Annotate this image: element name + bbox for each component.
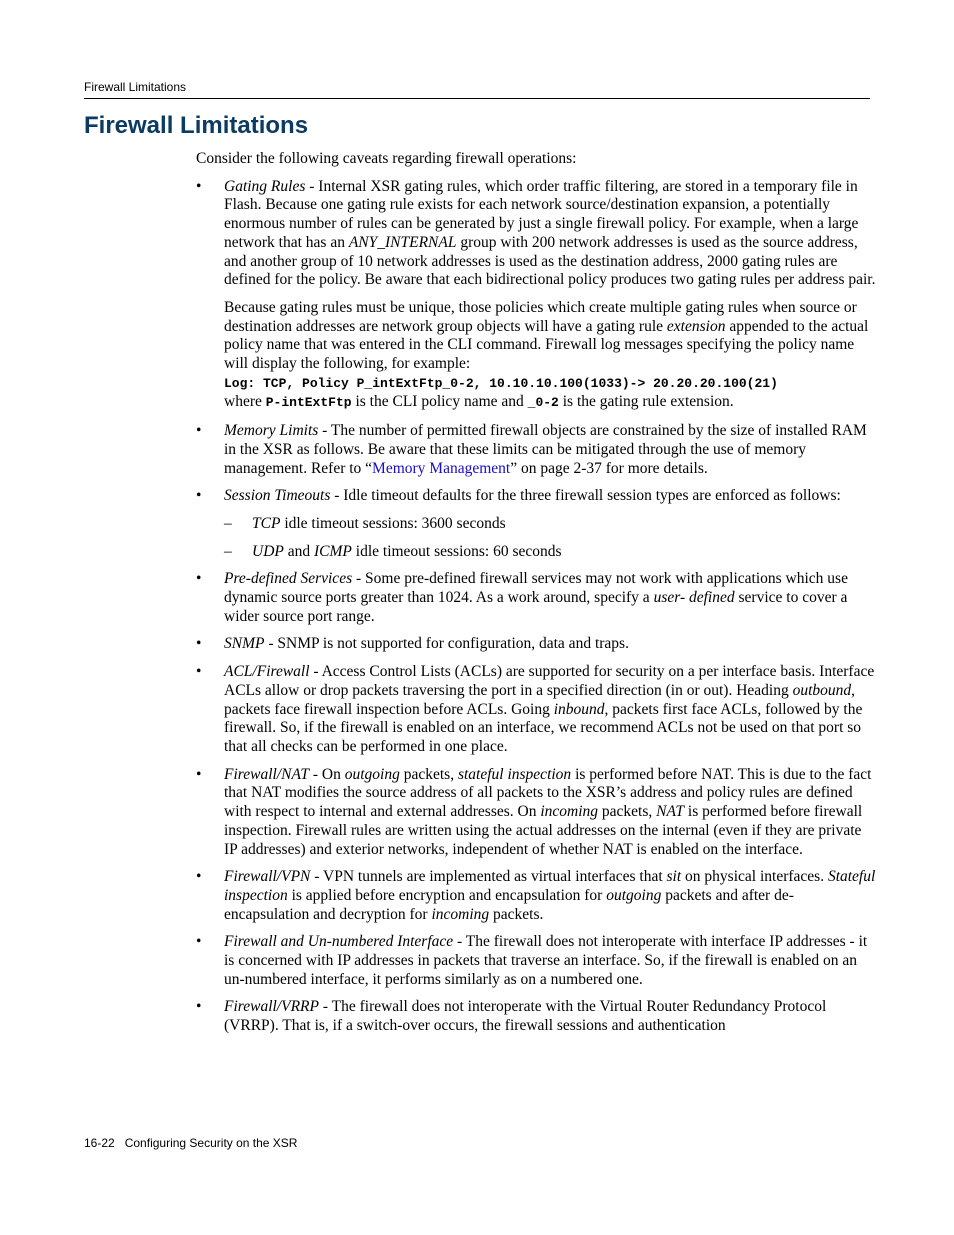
session-timeouts-paragraph [224, 487, 876, 506]
emphasis-incoming: incoming [431, 905, 490, 923]
sublist-item-udp-icmp [224, 543, 876, 562]
text-segment: - On [308, 765, 345, 783]
emphasis-sit: sit [666, 868, 682, 886]
text-segment: is performed before NAT. This is due to the fact that NAT modifies the source address of all packets to the XSR’s address and policy rules are defined with respect to internal and external addresses. On [224, 765, 872, 821]
text-segment: - The number of permitted firewall objects are constrained by the size of installed RAM in the XSR as follows. Be aware that these limits can be mitigated through the use of memory management. Refer to “ [224, 422, 867, 477]
emphasis-stateful-inspection: Stateful inspection [224, 868, 876, 904]
term-unnumbered-interface: Firewall and Un-numbered Interface [224, 933, 454, 951]
emphasis-any-internal: ANY_INTERNAL [348, 233, 457, 251]
caveats-list [196, 178, 876, 1036]
bullet-icon: • [196, 663, 202, 681]
text-segment: packets. [489, 905, 544, 923]
emphasis-inbound: inbound [553, 700, 605, 718]
text-segment: , packets face firewall inspection before ACLs. Going [224, 681, 856, 718]
emphasis-outgoing: outgoing [344, 765, 400, 783]
text-segment: Because gating rules must be unique, those policies which create multiple gating rules when source or destination addresses are network group objects will have a gating rule [224, 298, 857, 335]
list-item-acl-firewall [196, 663, 876, 757]
list-item-session-timeouts [196, 487, 876, 561]
emphasis-incoming: incoming [540, 803, 599, 821]
text-segment: service to cover a wider source port range. [224, 589, 848, 625]
text-segment: group with 200 network addresses is used as the source address, and another group of 10 network addresses is used as the destination address, 2000 gating rules are defined for the policy. Be aware that each bidirectional policy produces two gating rules per address pair. [224, 233, 876, 289]
bullet-icon: • [196, 765, 202, 783]
emphasis-user-defined: user- defined [653, 589, 735, 607]
term-firewall-nat: Firewall/NAT [224, 765, 309, 783]
main-content [196, 150, 876, 1045]
text-segment: packets, [399, 765, 458, 783]
text-segment: is performed before firewall inspection. Firewall rules are written using the actual addresses on the internal (even if they are private IP addresses) and exterior networks, independent of whether NAT is enabled on the interface. [224, 803, 863, 858]
timeout-sublist [224, 515, 876, 561]
emphasis-extension: extension [666, 317, 726, 335]
page-title: Firewall Limitations [84, 112, 309, 139]
term-memory-limits: Memory Limits [224, 422, 319, 440]
gating-rules-paragraph [224, 178, 876, 290]
text-segment: is applied before encryption and encapsulation for [287, 886, 607, 904]
text-segment: where [224, 393, 266, 411]
memory-limits-paragraph [224, 422, 876, 478]
unnumbered-interface-paragraph [224, 933, 876, 989]
emphasis-outbound: outbound [792, 681, 852, 699]
page-number: 16-22 [84, 1136, 115, 1150]
text-segment: - SNMP is not supported for configuration, data and traps. [264, 635, 629, 653]
text-segment: - Some pre-defined firewall services may not work with applications which use dynamic source ports greater than 1024. As a work around, specify a [224, 570, 848, 607]
term-snmp: SNMP [224, 635, 265, 653]
bullet-icon: • [196, 422, 202, 440]
header-rule [84, 98, 870, 99]
bullet-icon: • [196, 177, 202, 195]
memory-management-link[interactable]: Memory Management [372, 459, 511, 477]
sublist-item-tcp [224, 515, 876, 534]
list-item-snmp [196, 635, 876, 654]
bullet-icon: • [196, 998, 202, 1016]
text-segment: idle timeout sessions: 60 seconds [351, 542, 562, 560]
text-segment: idle timeout sessions: 3600 seconds [280, 514, 506, 532]
emphasis-tcp: TCP [252, 514, 281, 532]
gating-extension-paragraph [224, 299, 876, 413]
acl-firewall-paragraph [224, 663, 876, 757]
snmp-paragraph [224, 635, 876, 654]
emphasis-icmp: ICMP [314, 542, 352, 560]
bullet-icon: • [196, 635, 202, 653]
firewall-vpn-paragraph [224, 868, 876, 924]
bullet-icon: • [196, 868, 202, 886]
text-segment: is the gating rule extension. [558, 393, 734, 411]
text-segment: packets and after de-encapsulation and decryption for [224, 886, 794, 923]
term-gating-rules: Gating Rules [224, 177, 306, 195]
text-segment: - VPN tunnels are implemented as virtual interfaces that [310, 868, 667, 886]
text-segment: and [283, 542, 314, 560]
intro-paragraph: Consider the following caveats regarding firewall operations: [196, 150, 577, 167]
dash-icon: – [224, 514, 232, 532]
code-log-example: Log: TCP, Policy P_intExtFtp_0-2, 10.10.10.100(1033)-> 20.20.20.100(21) [224, 375, 778, 391]
text-segment: packets, [598, 803, 657, 821]
list-item-predefined-services [196, 570, 876, 626]
emphasis-outgoing: outgoing [606, 886, 662, 904]
text-segment: - Internal XSR gating rules, which order traffic filtering, are stored in a temporary file in Flash. Because one gating rule exists for each network source/destination expansion, a potentially enormous number of rules can be generated by just a single firewall policy. For example, when a large network that has an [224, 177, 859, 251]
firewall-vrrp-paragraph [224, 998, 876, 1035]
running-header: Firewall Limitations [84, 80, 187, 94]
emphasis-udp: UDP [252, 542, 284, 560]
term-firewall-vrrp: Firewall/VRRP [224, 998, 319, 1016]
running-footer [84, 1136, 297, 1150]
list-item-firewall-nat [196, 766, 876, 860]
list-item-memory-limits [196, 422, 876, 478]
emphasis-stateful-inspection: stateful inspection [457, 765, 572, 783]
dash-icon: – [224, 542, 232, 560]
text-segment: , packets first face ACLs, followed by the firewall. So, if the firewall is enabled on an interface, we recommend ACLs not be used on that port so that all checks can be performed in one place. [224, 700, 863, 755]
text-segment: appended to the actual policy name that was entered in the CLI command. Firewall log messages specifying the policy name will display the following, for example: [224, 317, 869, 373]
text-segment: - Idle timeout defaults for the three firewall session types are enforced as follows: [330, 487, 841, 505]
bullet-icon: • [196, 487, 202, 505]
bullet-icon: • [196, 570, 202, 588]
firewall-nat-paragraph [224, 766, 876, 860]
text-segment: - The firewall does not interoperate with interface IP addresses - it is concerned with IP addresses in packets that traverse an interface. So, if the firewall is enabled on an un-numbered interface, it performs similarly as on a numbered one. [224, 933, 868, 988]
text-segment: - The firewall does not interoperate with the Virtual Router Redundancy Protocol (VRRP). That is, if a switch-over occurs, the firewall sessions and authentication [224, 998, 827, 1035]
emphasis-nat: NAT [656, 803, 685, 821]
text-segment: on physical interfaces. [681, 868, 828, 886]
predefined-services-paragraph [224, 570, 876, 626]
list-item-gating-rules [196, 178, 876, 413]
chapter-title: Configuring Security on the XSR [124, 1136, 298, 1150]
list-item-firewall-vpn [196, 868, 876, 924]
term-session-timeouts: Session Timeouts [224, 487, 331, 505]
text-segment: ” on page 2-37 for more details. [510, 459, 708, 477]
code-rule-extension: _0-2 [527, 395, 559, 411]
text-segment: - Access Control Lists (ACLs) are supported for security on a per interface basis. Interface ACLs allow or drop packets traversing the port in a specified direction (in or out). Heading [224, 663, 875, 699]
list-item-firewall-vrrp [196, 998, 876, 1035]
code-policy-name: P-intExtFtp [265, 395, 352, 411]
term-acl-firewall: ACL/Firewall [224, 663, 310, 681]
term-firewall-vpn: Firewall/VPN [224, 868, 311, 886]
list-item-unnumbered-interface [196, 933, 876, 989]
text-segment: is the CLI policy name and [351, 393, 528, 411]
term-predefined-services: Pre-defined Services [224, 570, 353, 588]
bullet-icon: • [196, 933, 202, 951]
